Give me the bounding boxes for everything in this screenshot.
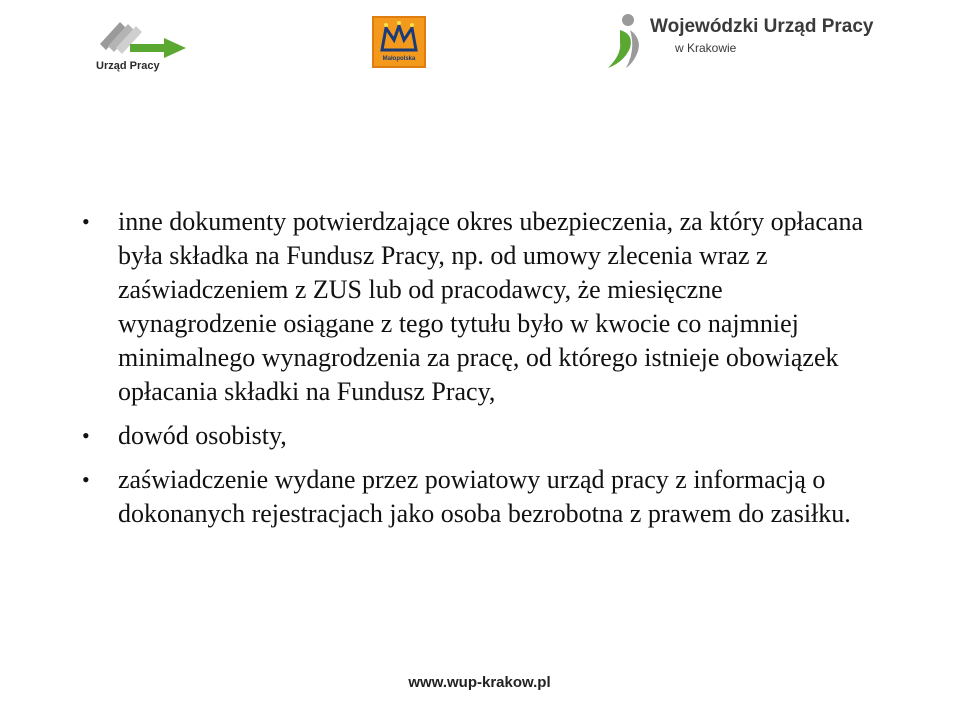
list-item — [82, 205, 882, 409]
list-item-text: dowód osobisty, — [118, 421, 287, 450]
list-item — [82, 463, 882, 531]
wup-figure-logo-icon — [600, 10, 648, 70]
list-item — [82, 419, 882, 453]
bullet-icon: • — [82, 209, 90, 234]
bullet-list — [82, 205, 882, 541]
list-item-text: zaświadczenie wydane przez powiatowy urząd pracy z informacją o dokonanych rejestracjach jako osoba bezrobotna z prawem do zasiłku. — [118, 465, 851, 528]
wup-logo-title: Wojewódzki Urząd Pracy — [650, 16, 874, 37]
malopolska-logo — [372, 16, 426, 68]
malopolska-label: Małopolska — [382, 56, 416, 62]
header — [0, 0, 959, 90]
wup-logo — [600, 10, 890, 74]
urzad-pracy-arrow-logo-icon — [92, 14, 192, 64]
urzad-pracy-logo — [92, 14, 192, 74]
malopolska-emblem-icon — [374, 18, 424, 56]
bullet-icon: • — [82, 467, 90, 492]
list-item-text: inne dokumenty potwierdzające okres ubezpieczenia, za który opłacana była składka na Fundusz Pracy, np. od umowy zlecenia wraz z zaświadczeniem z ZUS lub od pracodawcy, że miesięczne wynagrodzenie osiągane z tego tytułu było w kwocie co najmniej minimalnego wynagrodzenia za pracę, od którego istnieje obowiązek opłacania składki na Fundusz Pracy, — [118, 207, 863, 406]
bullet-icon: • — [82, 423, 90, 448]
footer-url: www.wup-krakow.pl — [408, 674, 551, 691]
urzad-pracy-label: Urząd Pracy — [96, 60, 160, 72]
wup-logo-subtitle: w Krakowie — [675, 41, 737, 55]
